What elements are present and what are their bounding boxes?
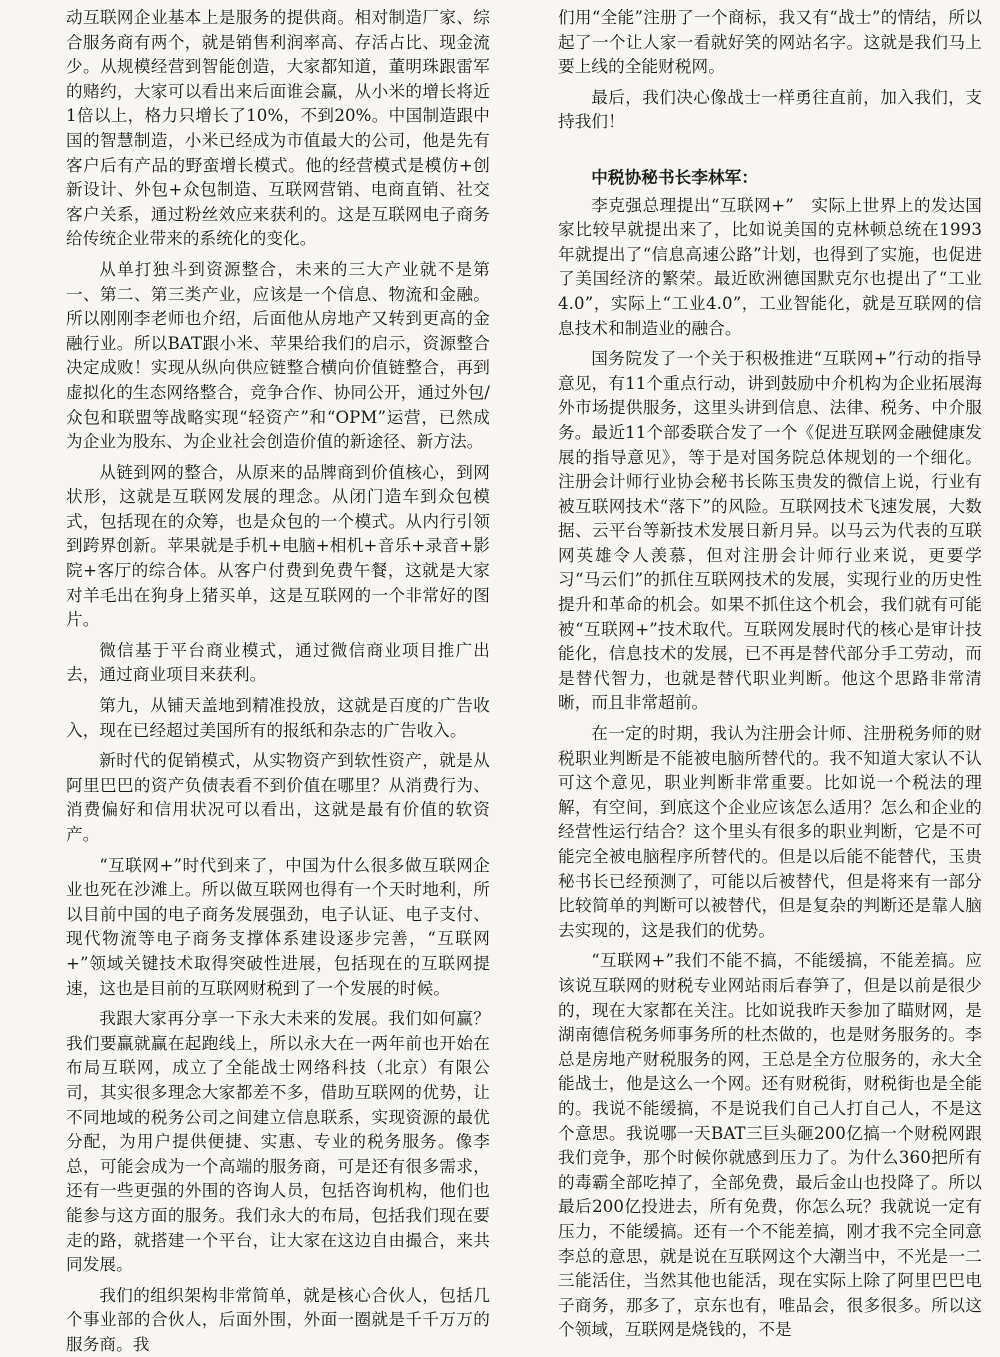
paragraph: 新时代的促销模式，从实物资产到软性资产，就是从阿里巴巴的资产负债表看不到价值在哪里？从消费行为、消费偏好和信用状况可以看出，这就是最有价值的软资产。 [66, 751, 490, 844]
paragraph: 们用“全能”注册了一个商标，我又有“战士”的情结，所以起了一个让人家一看就好笑的网站名字。这就是我们马上要上线的全能财税网。 [558, 8, 982, 77]
speaker-heading: 中税协秘书长李林军： [591, 166, 759, 187]
paragraph: 微信基于平台商业模式，通过微信商业项目推广出去，通过商业项目来获利。 [66, 640, 490, 685]
paragraph: 我跟大家再分享一下永大未来的发展。我们如何赢？我们要赢就赢在起跑线上，所以永大在一两年前也开始在布局互联网，成立了全能战士网络科技（北京）有限公司，其实很多理念大家都差不多，借助互联网的优势，让不同地域的税务公司之间建立信息联系，实现资源的最优分配，为用户提供便捷、实惠、专业的税务服务。像李总，可能会成为一个高端的服务商，可是还有很多需求，还有一些更强的外围的咨询人员，包括咨询机构，他们也能参与这方面的服务。我们永大的布局，包括我们现在要走的路，就搭建一个平台，让大家在这边自由撮合，来共同发展。 [66, 1009, 490, 1275]
paragraph: 最后，我们决心像战士一样勇往直前，加入我们，支持我们！ [558, 87, 982, 132]
paragraph: 在一定的时期，我认为注册会计师、注册税务师的财税职业判断是不能被电脑所替代的。我不知道大家认不认可这个意见，职业判断非常重要。比如说一个税法的理解，有空间，到底这个企业应该怎么适用？怎么和企业的经营性运行结合？这个里头有很多的职业判断，它是不可能完全被电脑程序所替代的。但是以后能不能替代，玉贵秘书长已经预测了，可能以后被替代，但是将来有一部分比较简单的判断可以被替代，但是复杂的判断还是靠人脑去实现的，这是我们的优势。 [558, 724, 982, 940]
paragraph: 从单打独斗到资源整合，未来的三大产业就不是第一、第二、第三类产业，应该是一个信息、物流和金融。所以刚刚李老师也介绍，后面他从房地产又转到更高的金融行业。所以BAT跟小米、苹果给我们的启示，资源整合决定成败！实现从纵向供应链整合横向价值链整合，再到虚拟化的生态网络整合，竞争合作、协同公开，通过外包/众包和联盟等战略实现“轻资产”和“OPM”运营，已然成为企业为股东、为企业社会创造价值的新途径、新方法。 [66, 259, 490, 452]
paragraph: 动互联网企业基本上是服务的提供商。相对制造厂家、综合服务商有两个，就是销售利润率高、存活占比、现金流少。从规模经营到智能创造，大家都知道，董明珠跟雷军的赌约，大家可以看出来后面谁会赢，从小米的增长将近1倍以上，格力只增长了10%，不到20%。中国制造跟中国的智慧制造，小米已经成为市值最大的公司，他是先有客户后有产品的野蛮增长模式。他的经营模式是模仿+创新设计、外包+众包制造、互联网营销、电商直销、社交客户关系，通过粉丝效应来获利的。这是互联网电子商务给传统企业带来的系统化的变化。 [66, 8, 490, 249]
right-column [558, 6, 982, 1340]
section-spacer [558, 141, 982, 165]
paragraph: 李克强总理提出“互联网+” 实际上世界上的发达国家比较早就提出来了，比如说美国的克林顿总统在1993年就提出了“信息高速公路”计划，也得到了实施，也促进了美国经济的繁荣。最近欧洲德国默克尔也提出了“工业4.0”，实际上“工业4.0”，工业智能化，就是互联网的信息技术和制造业的融合。 [558, 195, 982, 338]
paragraph: 从链到网的整合，从原来的品牌商到价值核心，到网状形，这就是互联网发展的理念。从闭门造车到众包模式，包括现在的众筹，也是众包的一个模式。从内行引领到跨界创新。苹果就是手机+电脑+相机+音乐+录音+影院+客厅的综合体。从客户付费到免费午餐，这就是大家对羊毛出在狗身上猪买单，这是互联网的一个非常好的图片。 [66, 462, 490, 630]
paragraph: 我们的组织架构非常简单，就是核心合伙人，包括几个事业部的合伙人，后面外围，外面一圈就是千千万万的服务商。我 [66, 1285, 490, 1354]
paragraph: “互联网+”我们不能不搞，不能缓搞，不能差搞。应该说互联网的财税专业网站雨后春笋了，但是以前是很少的，现在大家都在关注。比如说我昨天参加了瞄财网，是湖南德信税务师事务所的杜杰做的，也是财务服务的。李总是房地产财税服务的网，王总是全方位服务的，永大全能战士，他是这么一个网。还有财税街，财税街也是全能的。我说不能缓搞，不是说我们自己人打自己人，不是这个意思。我说哪一天BAT三巨头砸200亿搞一个财税网跟我们竞争，那个时候你就感到压力了。为什么360把所有的毒霸全部吃掉了，全部免费，最后金山也投降了。所以最后200亿投进去，所有免费，你怎么玩？我就说一定有压力，不能缓搞。还有一个不能差搞，刚才我不完全同意李总的意思，就是说在互联网这个大潮当中，不光是一二三能活住，当然其他也能活，现在实际上除了阿里巴巴电子商务，那多了，京东也有，唯品会，很多很多。所以这个领域，互联网是烧钱的，不是 [558, 951, 982, 1340]
left-column [66, 6, 490, 1354]
paragraph: 第九，从铺天盖地到精准投放，这就是百度的广告收入，现在已经超过美国所有的报纸和杂志的广告收入。 [66, 696, 490, 740]
paragraph: 国务院发了一个关于积极推进“互联网+”行动的指导意见，有11个重点行动，讲到鼓励中介机构为企业拓展海外市场提供服务，这里头讲到信息、法律、税务、中介服务。最近11个部委联合发了一个《促进互联网金融健康发展的指导意见》，等于是对国务院总体规划的一个细化。注册会计师行业协会秘书长陈玉贵发的微信上说，行业有被互联网技术“落下”的风险。互联网技术飞速发展，大数据、云平台等新技术发展日新月异。以马云为代表的互联网英雄令人羡慕，但对注册会计师行业来说，更要学习“马云们”的抓住互联网技术的发展，实现行业的历史性提升和革命的机会。如果不抓住这个机会，我们就有可能被“互联网+”技术取代。互联网发展时代的核心是审计技能化，信息技术的发展，已不再是替代部分手工劳动，而是替代智力，也就是替代职业判断。他这个思路非常清晰，而且非常超前。 [558, 349, 982, 713]
paragraph: “互联网+”时代到来了，中国为什么很多做互联网企业也死在沙滩上。所以做互联网也得有一个天时地利，所以目前中国的电子商务发展强劲，电子认证、电子支付、现代物流等电子商务支撑体系建设逐步完善，“互联网+”领域关键技术取得突破性进展，包括现在的互联网提速，这也是目前的互联网财税到了一个发展的时候。 [66, 855, 490, 998]
